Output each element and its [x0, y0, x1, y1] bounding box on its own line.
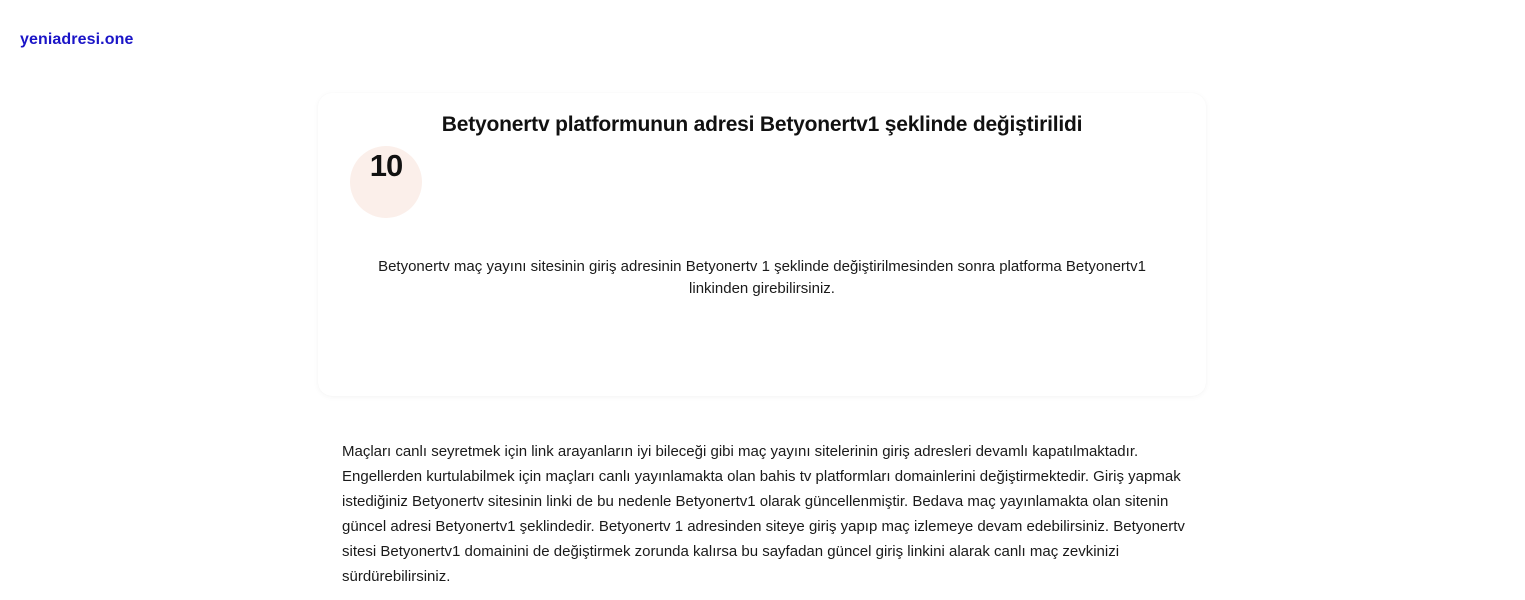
number-badge — [350, 146, 422, 218]
badge-number: 10 — [369, 148, 403, 183]
card-description: Betyonertv maç yayını sitesinin giriş adresinin Betyonertv 1 şeklinde değiştirilmesinden sonra platforma Betyonertv1 linkinden girebilirsiniz. — [378, 258, 1146, 297]
card-title: Betyonertv platformunun adresi Betyonertv1 şeklinde değiştirilidi — [441, 113, 1083, 136]
site-logo-link[interactable]: yeniadresi.one — [20, 31, 134, 48]
article-paragraph: Maçları canlı seyretmek için link arayanların iyi bileceği gibi maç yayını sitelerinin giriş adresleri devamlı kapatılmaktadır. Engellerden kurtulabilmek için maçları canlı yayınlamakta olan bahis tv platformları domainlerini değiştirmektedir. Giriş yapmak istediğiniz Betyonertv sitesinin linki de bu nedenle Betyonertv1 olarak güncellenmiştir. Bedava maç yayınlamakta olan sitenin güncel adresi Betyonertv1 şeklindedir. Betyonertv 1 adresinden siteye giriş yapıp maç izlemeye devam edebilirsiniz. Betyonertv sitesi Betyonertv1 domainini de değiştirmek zorunda kalırsa bu sayfadan güncel giriş linkini alarak canlı maç zevkinizi sürdürebilirsiniz. — [342, 443, 1185, 585]
announcement-card — [318, 93, 1206, 396]
